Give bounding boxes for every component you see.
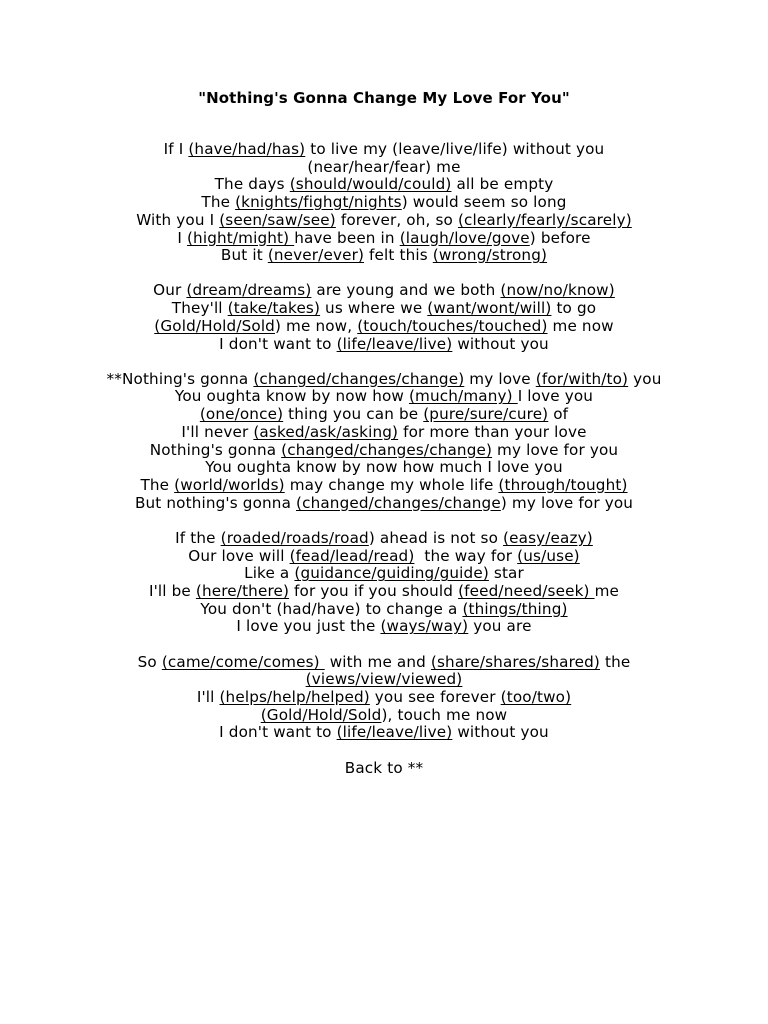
lyric-text: thing you can be: [283, 405, 424, 424]
lyric-line: [0, 583, 768, 601]
lyric-text: If the: [175, 528, 221, 547]
lyric-line: [0, 230, 768, 248]
lyric-line: [0, 601, 768, 619]
lyric-text: without you: [452, 334, 549, 353]
lyric-line: [0, 300, 768, 318]
word-choice-blank: (have/had/has): [188, 140, 306, 158]
lyric-text: the: [600, 652, 631, 671]
lyric-text: They'll: [171, 299, 228, 318]
word-choice-blank: (take/takes): [227, 299, 321, 318]
lyric-text: I'll: [196, 687, 220, 706]
stanza: [0, 760, 768, 778]
lyric-text: The: [201, 193, 236, 212]
word-choice-blank: (touch/touches/touched): [357, 316, 548, 335]
lyric-text: us where we: [320, 299, 428, 318]
word-choice-blank: (guidance/guiding/guide): [294, 564, 489, 583]
lyric-text: with me and: [324, 652, 431, 671]
stanza: [0, 530, 768, 636]
word-choice-blank: (came/come/comes): [161, 652, 325, 671]
lyric-text: The days: [214, 175, 290, 194]
lyric-text: Back to **: [344, 758, 424, 777]
lyric-text: for more than your love: [398, 422, 587, 441]
lyric-text: felt this: [364, 246, 433, 265]
lyric-text: you see forever: [369, 687, 501, 706]
lyric-line: [0, 724, 768, 742]
word-choice-blank: (now/no/know): [500, 281, 615, 300]
word-choice-blank: (roaded/roads/road: [220, 528, 369, 547]
lyric-text: Our love will: [188, 546, 290, 565]
lyric-text: Our: [153, 281, 187, 300]
lyric-line: [0, 424, 768, 442]
word-choice-blank: (too/two): [500, 687, 572, 706]
lyric-text: ) me now,: [274, 316, 358, 335]
word-choice-blank: (changed/changes/change): [253, 369, 465, 388]
word-choice-blank: (changed/changes/change: [296, 493, 501, 512]
lyric-text: So: [137, 652, 162, 671]
word-choice-blank: (feed/need/seek): [458, 581, 595, 600]
word-choice-blank: (world/worlds): [174, 475, 285, 494]
lyric-line: [0, 477, 768, 495]
lyric-line: [0, 530, 768, 548]
lyric-text: ) my love for you: [500, 493, 634, 512]
lyric-text: Nothing's gonna: [149, 440, 282, 459]
lyric-line: [0, 442, 768, 460]
word-choice-blank: (fead/lead/read): [289, 546, 415, 565]
lyric-text: have been in: [294, 228, 400, 247]
lyric-text: I: [177, 228, 187, 247]
word-choice-blank: (helps/help/helped): [219, 687, 370, 706]
word-choice-blank: (never/ever): [267, 246, 365, 265]
lyric-line: [0, 336, 768, 354]
lyric-line: [0, 282, 768, 300]
stanza: [0, 141, 768, 265]
lyric-line: [0, 318, 768, 336]
song-title: "Nothing's Gonna Change My Love For You": [198, 89, 570, 107]
word-choice-blank: (laugh/love/gove: [399, 228, 530, 247]
stanza-list: [0, 141, 768, 777]
lyric-text: me now: [547, 316, 614, 335]
lyric-text: But nothing's gonna: [134, 493, 296, 512]
lyric-line: [0, 194, 768, 212]
lyric-text: forever, oh, so: [335, 210, 458, 229]
lyric-line: [0, 495, 768, 513]
word-choice-blank: (share/shares/shared): [430, 652, 601, 671]
lyric-line: [0, 212, 768, 230]
lyric-text: ) before: [529, 228, 591, 247]
word-choice-blank: (hight/might): [186, 228, 295, 247]
lyric-line: [0, 618, 768, 636]
word-choice-blank: (life/leave/live): [336, 723, 453, 742]
lyric-text: all be empty: [451, 175, 554, 194]
stanza: [0, 654, 768, 743]
lyric-text: But it: [220, 246, 268, 265]
lyric-line: [0, 141, 768, 159]
word-choice-blank: (Gold/Hold/Sold: [260, 705, 382, 724]
word-choice-blank: (much/many): [408, 387, 518, 406]
lyric-text: ) would seem so long: [401, 193, 567, 212]
word-choice-blank: (dream/dreams): [186, 281, 312, 300]
word-choice-blank: (us/use): [517, 546, 580, 565]
lyric-text: you are: [468, 617, 532, 636]
lyric-text: If I: [163, 140, 189, 158]
lyric-line: [0, 671, 768, 689]
stanza: [0, 282, 768, 353]
word-choice-blank: (asked/ask/asking): [253, 422, 399, 441]
lyric-line: [0, 654, 768, 672]
word-choice-blank: (Gold/Hold/Sold: [154, 316, 275, 335]
lyric-text: are young and we both: [311, 281, 501, 300]
lyric-text: of: [548, 405, 569, 424]
lyric-line: [0, 388, 768, 406]
lyric-text: I'll be: [148, 581, 196, 600]
lyric-text: You oughta know by now how: [174, 387, 409, 406]
lyric-text: I love you just the: [236, 617, 381, 636]
lyric-text: ) ahead is not so: [368, 528, 504, 547]
lyric-text: the way for: [414, 546, 518, 565]
word-choice-blank: (clearly/fearly/scarely): [457, 210, 632, 229]
lyric-text: I don't want to: [219, 334, 337, 353]
lyric-text: my love: [464, 369, 536, 388]
lyrics-worksheet: [0, 88, 768, 777]
lyric-text: **Nothing's gonna: [106, 369, 254, 388]
word-choice-blank: (things/thing): [462, 599, 568, 618]
lyric-line: [0, 176, 768, 194]
lyric-line: [0, 247, 768, 265]
lyric-text: without you: [452, 723, 549, 742]
lyric-text: I don't want to: [219, 723, 337, 742]
lyric-text: to live my (leave/live/life) without you: [305, 140, 605, 158]
lyric-text: may change my whole life: [284, 475, 499, 494]
lyric-text: me: [594, 581, 620, 600]
lyric-line: [0, 459, 768, 477]
lyric-line: [0, 548, 768, 566]
lyric-line: [0, 707, 768, 725]
word-choice-blank: (easy/eazy): [503, 528, 593, 547]
word-choice-blank: (views/view/viewed): [305, 670, 463, 689]
word-choice-blank: (pure/sure/cure): [423, 405, 549, 424]
lyric-text: Like a: [244, 564, 295, 583]
lyric-text: I love you: [517, 387, 594, 406]
lyric-text: You oughta know by now how much I love you: [205, 458, 563, 477]
stanza: [0, 371, 768, 513]
word-choice-blank: (ways/way): [380, 617, 469, 636]
lyric-line: [0, 371, 768, 389]
word-choice-blank: (wrong/strong): [432, 246, 548, 265]
lyric-text: to go: [551, 299, 597, 318]
lyric-text: With you I: [136, 210, 220, 229]
lyric-text: ), touch me now: [381, 705, 508, 724]
word-choice-blank: (should/would/could): [289, 175, 452, 194]
word-choice-blank: (life/leave/live): [336, 334, 453, 353]
word-choice-blank: (through/tought): [498, 475, 628, 494]
lyric-line: [0, 760, 768, 778]
lyric-text: my love for you: [492, 440, 619, 459]
lyric-line: [0, 689, 768, 707]
lyric-line: [0, 406, 768, 424]
lyric-text: you: [628, 369, 662, 388]
word-choice-blank: (want/wont/will): [427, 299, 552, 318]
lyric-text: star: [488, 564, 524, 583]
lyric-line: [0, 565, 768, 583]
word-choice-blank: (here/there): [195, 581, 290, 600]
lyric-line: [0, 159, 768, 177]
title-spacer: [0, 108, 768, 141]
lyric-text: The: [140, 475, 175, 494]
word-choice-blank: (for/with/to): [535, 369, 629, 388]
word-choice-blank: (changed/changes/change): [281, 440, 493, 459]
word-choice-blank: (seen/saw/see): [219, 210, 336, 229]
lyric-text: I'll never: [181, 422, 254, 441]
lyric-text: You don't (had/have) to change a: [200, 599, 463, 618]
lyric-text: for you if you should: [289, 581, 459, 600]
lyric-text: (near/hear/fear) me: [307, 157, 461, 176]
word-choice-blank: (one/once): [199, 405, 284, 424]
word-choice-blank: (knights/fighgt/nights: [235, 193, 402, 212]
